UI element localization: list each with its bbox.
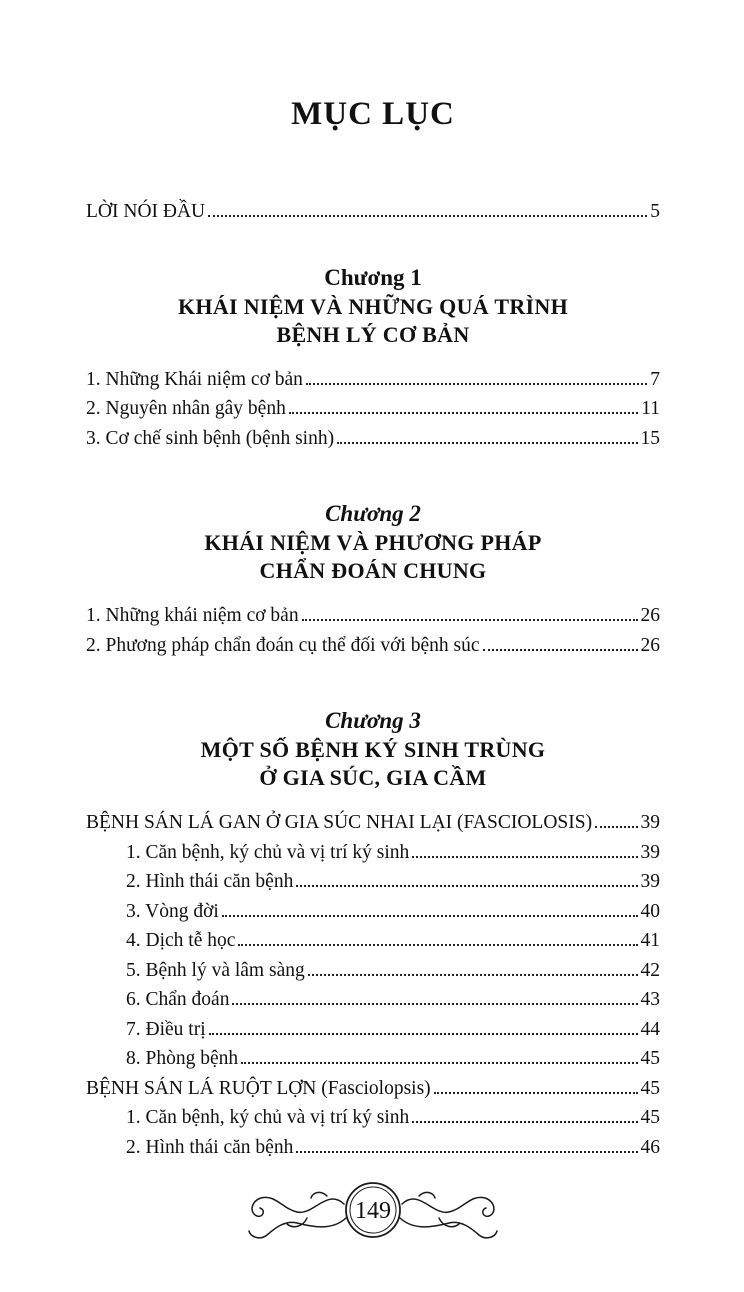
dot-leader <box>308 974 638 976</box>
toc-entry-page: 46 <box>640 1136 660 1158</box>
toc-entry <box>86 897 660 927</box>
toc-entry-label: 2. Phương pháp chẩn đoán cụ thể đối với bệnh súc <box>86 634 480 656</box>
dot-leader <box>412 1121 637 1123</box>
dot-leader <box>289 412 638 414</box>
chapter-title-line: MỘT SỐ BỆNH KÝ SINH TRÙNG <box>200 737 546 762</box>
dot-leader <box>209 1033 638 1035</box>
toc-entry-page: 43 <box>640 989 660 1010</box>
toc-entry-label: 6. Chẩn đoán <box>126 989 230 1010</box>
dot-leader <box>241 1062 637 1064</box>
toc-entry-page: 15 <box>640 427 660 449</box>
toc-entry-page: 39 <box>640 812 660 833</box>
toc-entry <box>86 424 660 454</box>
chapter-label: Chương 3 <box>325 708 421 733</box>
chapter-title-line: KHÁI NIỆM VÀ NHỮNG QUÁ TRÌNH <box>178 293 568 319</box>
chapter-1-entries <box>86 365 660 454</box>
toc-entry-label: 3. Cơ chế sinh bệnh (bệnh sinh) <box>86 427 335 449</box>
toc-entry <box>86 808 660 838</box>
toc-entry <box>86 926 660 956</box>
toc-entry-page: 26 <box>640 605 660 626</box>
chapter-title-line: CHẨN ĐOÁN CHUNG <box>259 558 487 583</box>
toc-entry-label: 8. Phòng bệnh <box>126 1048 239 1069</box>
toc-entry-label: 1. Những khái niệm cơ bản <box>86 605 299 626</box>
dot-leader <box>296 885 637 887</box>
toc-entry <box>86 601 660 631</box>
toc-entry-label: BỆNH SÁN LÁ RUỘT LỢN (Fasciolopsis) <box>86 1077 431 1099</box>
toc-entry <box>86 1044 660 1074</box>
chapter-heading-1 <box>86 263 660 349</box>
toc-entry-page: 45 <box>640 1048 660 1069</box>
toc-entry-page: 42 <box>640 959 660 981</box>
page-number: 149 <box>355 1198 391 1224</box>
chapter-title-line: BỆNH LÝ CƠ BẢN <box>276 321 470 347</box>
dot-leader <box>238 944 637 946</box>
toc-entry <box>86 197 660 227</box>
dot-leader <box>412 856 637 858</box>
ornament-flourish <box>203 1172 543 1254</box>
toc-entry-page: 26 <box>640 634 660 656</box>
chapter-3-entries <box>86 808 660 1162</box>
chapter-heading-2 <box>86 499 660 585</box>
dot-leader <box>483 649 638 651</box>
dot-leader <box>208 215 647 217</box>
chapter-2-entries <box>86 601 660 660</box>
toc-entry-label: 2. Nguyên nhân gây bệnh <box>86 398 286 419</box>
toc-entry-page: 39 <box>640 871 660 892</box>
dot-leader <box>232 1003 637 1005</box>
toc-entry-label: 1. Căn bệnh, ký chủ và vị trí ký sinh <box>126 841 410 863</box>
dot-leader <box>302 619 638 621</box>
toc-entry-page: 44 <box>640 1018 660 1040</box>
toc-entry <box>86 1015 660 1045</box>
chapter-heading-3 <box>86 706 660 792</box>
page-title: MỤC LỤC <box>291 96 455 132</box>
chapter-label: Chương 2 <box>325 501 421 526</box>
toc-entry-label: LỜI NÓI ĐẦU <box>86 201 206 222</box>
toc-entry <box>86 985 660 1015</box>
toc-entry-label: 3. Vòng đời <box>126 900 219 922</box>
toc-entry-label: 2. Hình thái căn bệnh <box>126 1136 294 1158</box>
toc-entry-label: 1. Căn bệnh, ký chủ và vị trí ký sinh <box>126 1107 410 1128</box>
toc-entry-page: 45 <box>640 1077 660 1099</box>
dot-leader <box>306 383 647 385</box>
toc-entry <box>86 631 660 661</box>
dot-leader <box>595 826 637 828</box>
toc-entry <box>86 1074 660 1104</box>
toc-entry <box>86 1103 660 1133</box>
toc-entry-page: 7 <box>650 368 660 390</box>
toc-entry-label: 2. Hình thái căn bệnh <box>126 871 294 892</box>
toc-entry-label: 4. Dịch tễ học <box>126 930 236 951</box>
toc-entry-label: 5. Bệnh lý và lâm sàng <box>126 959 305 981</box>
chapter-label: Chương 1 <box>324 264 422 290</box>
dot-leader <box>434 1092 638 1094</box>
toc-entry <box>86 1133 660 1163</box>
chapter-title-line: KHÁI NIỆM VÀ PHƯƠNG PHÁP <box>204 530 542 555</box>
dot-leader <box>222 915 638 917</box>
toc-entry <box>86 956 660 986</box>
toc-entry-page: 11 <box>641 398 660 419</box>
toc-entry <box>86 394 660 424</box>
toc-entry <box>86 838 660 868</box>
toc-entry-page: 41 <box>640 930 660 951</box>
toc-entry <box>86 365 660 395</box>
toc-entry-page: 40 <box>640 900 660 922</box>
dot-leader <box>296 1151 637 1153</box>
toc-entry-page: 45 <box>640 1107 660 1128</box>
toc-entry-label: 1. Những Khái niệm cơ bản <box>86 368 303 390</box>
page-number-ornament <box>86 1172 660 1259</box>
dot-leader <box>337 442 637 444</box>
toc-entry-page: 5 <box>650 201 660 222</box>
toc-entry-page: 39 <box>640 841 660 863</box>
chapter-title-line: Ở GIA SÚC, GIA CẦM <box>259 765 487 790</box>
toc-entry-label: BỆNH SÁN LÁ GAN Ở GIA SÚC NHAI LẠI (FASCIOLOSIS) <box>86 812 593 833</box>
toc-entry <box>86 867 660 897</box>
toc-entry-label: 7. Điều trị <box>126 1018 206 1040</box>
